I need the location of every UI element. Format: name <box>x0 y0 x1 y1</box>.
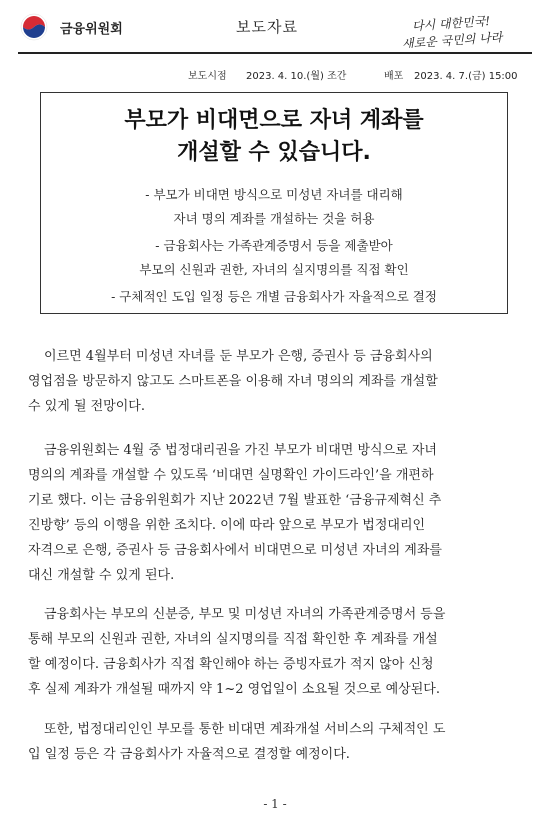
release-info <box>0 64 550 82</box>
paragraph-line: 입 일정 등은 각 금융회사가 자율적으로 결정할 예정이다. <box>28 747 350 762</box>
headline-line-2: 개설할 수 있습니다. <box>177 140 371 165</box>
paragraph-line: 후 실제 계좌가 개설될 때까지 약 1~2 영업일이 소요될 것으로 예상된다. <box>28 682 440 697</box>
summary-bullet-2-cont: 부모의 신원과 권한, 자녀의 실지명의를 직접 확인 <box>139 262 409 277</box>
release-label: 배포 <box>384 71 404 82</box>
summary-bullet-2: - 금융회사는 가족관계증명서 등을 제출받아 <box>155 238 393 253</box>
slogan-line-2: 새로운 국민의 나라 <box>401 30 503 48</box>
slogan-logo <box>400 12 536 48</box>
summary-bullet-1-cont: 자녀 명의 계좌를 개설하는 것을 허용 <box>173 211 375 226</box>
header-divider <box>18 52 532 54</box>
release-value: 2023. 4. 7.(금) 15:00 <box>414 71 518 82</box>
headline-line-1: 부모가 비대면으로 자녀 계좌를 <box>124 108 424 133</box>
summary-bullet-1: - 부모가 비대면 방식으로 미성년 자녀를 대리해 <box>145 187 403 202</box>
paragraph-2 <box>28 438 528 588</box>
org-name: 금융위원회 <box>60 22 123 37</box>
embargo-value: 2023. 4. 10.(월) 조간 <box>246 71 347 82</box>
paragraph-line: 또한, 법정대리인인 부모를 통한 비대면 계좌개설 서비스의 구체적인 도 <box>44 722 446 737</box>
paragraph-line: 이르면 4월부터 미성년 자녀를 둔 부모가 은행, 증권사 등 금융회사의 <box>44 349 433 364</box>
paragraph-4 <box>28 717 528 767</box>
slogan-line-1: 다시 대한민국! <box>411 13 491 34</box>
headline-box <box>40 92 508 314</box>
paragraph-line: 수 있게 될 전망이다. <box>28 399 145 414</box>
paragraph-line: 기로 했다. 이는 금융위원회가 지난 2022년 7월 발표한 ‘금융규제혁신 추 <box>28 493 442 508</box>
paragraph-line: 금융위원회는 4월 중 법정대리권을 가진 부모가 비대면 방식으로 자녀 <box>44 443 437 458</box>
paragraph-line: 진방향’ 등의 이행을 위한 조치다. 이에 따라 앞으로 부모가 법정대리인 <box>28 518 426 533</box>
government-emblem-icon <box>20 13 48 41</box>
logo-mark <box>20 13 48 41</box>
paragraph-line: 금융회사는 부모의 신분증, 부모 및 미성년 자녀의 가족관계증명서 등을 <box>44 607 446 622</box>
document-type: 보도자료 <box>236 18 298 36</box>
paragraph-1 <box>28 344 528 419</box>
embargo-label: 보도시점 <box>188 71 227 82</box>
summary-bullet-3: - 구체적인 도입 일정 등은 개별 금융회사가 자율적으로 결정 <box>111 289 437 304</box>
page-number: - 1 - <box>263 797 287 811</box>
paragraph-line: 자격으로 은행, 증권사 등 금융회사에서 비대면으로 미성년 자녀의 계좌를 <box>28 543 442 558</box>
paragraph-line: 명의의 계좌를 개설할 수 있도록 ‘비대면 실명확인 가이드라인’을 개편하 <box>28 468 434 483</box>
paragraph-line: 영업점을 방문하지 않고도 스마트폰을 이용해 자녀 명의의 계좌를 개설할 <box>28 374 438 389</box>
paragraph-line: 할 예정이다. 금융회사가 직접 확인해야 하는 증빙자료가 적지 않아 신청 <box>28 657 434 672</box>
paragraph-line: 대신 개설할 수 있게 된다. <box>28 568 175 583</box>
paragraph-line: 통해 부모의 신원과 권한, 자녀의 실지명의를 직접 확인한 후 계좌를 개설 <box>28 632 438 647</box>
paragraph-3 <box>28 602 528 702</box>
